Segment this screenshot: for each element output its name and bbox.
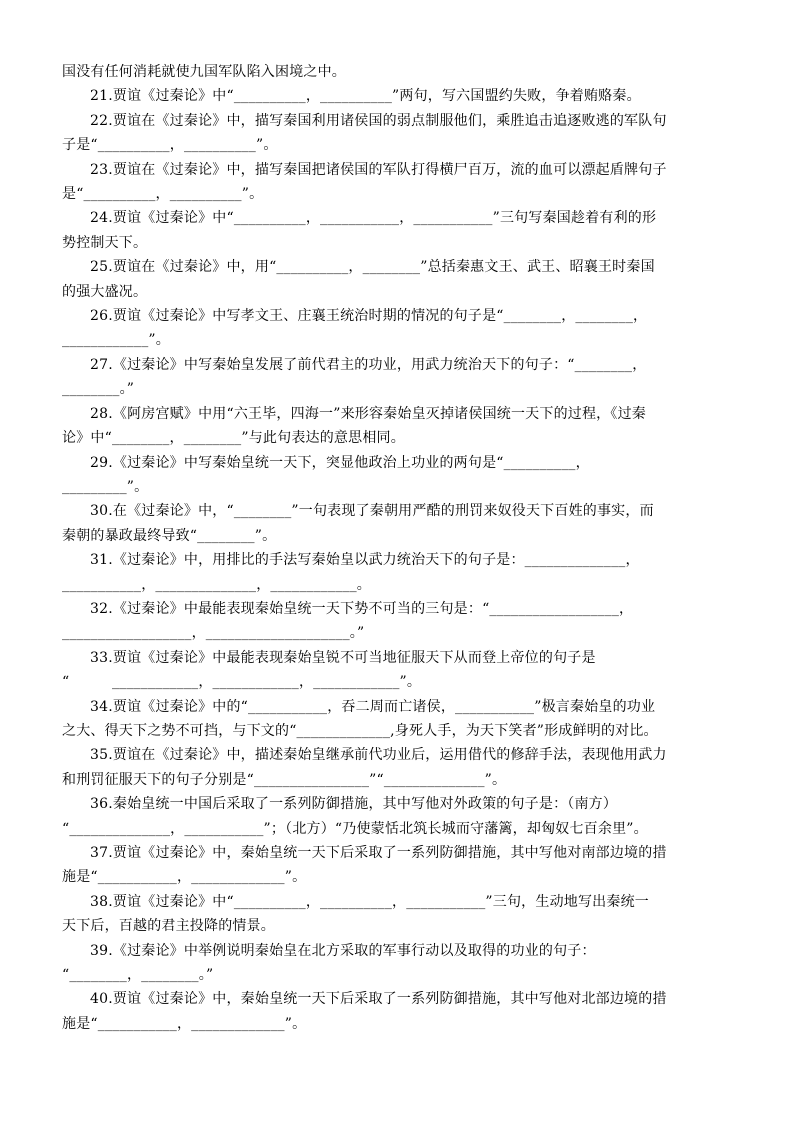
question-text-line: 34.贾谊《过秦论》中的“___________，吞二周而亡诸侯，___________”极言秦始皇的功业 [90,698,656,715]
question-text-line: 37.贾谊《过秦论》中，秦始皇统一天下后采取了一系列防御措施，其中写他对南部边境的措 [90,845,667,861]
question-text-line: 36.秦始皇统一中国后采取了一系列防御措施，其中写他对外政策的句子是：（南方） [90,796,618,813]
continuation-text-line: 之大、得天下之势不可挡，与下文的“_____________,身死人手，为天下笑者”形成鲜明的对比。 [62,722,658,739]
continuation-text-line: ________。” [62,381,135,398]
continuation-text-line: __________________，____________________。” [62,625,365,642]
continuation-text-line: 论》中“________，________”与此句表达的意思相同。 [62,430,405,447]
question-text-line: 21.贾谊《过秦论》中“__________，__________”两句，写六国盟约失败，争着贿赂秦。 [90,88,641,105]
question-text-line: 32.《过秦论》中最能表现秦始皇统一天下势不可当的三句是：“__________________， [90,600,634,617]
question-text-line: 24.贾谊《过秦论》中“__________，___________，___________”三句写秦国趁着有利的形 [90,210,657,227]
continuation-text-line: 天下后，百越的君主投降的情景。 [62,918,275,935]
question-text-line: 38.贾谊《过秦论》中“__________，__________，___________”三句，生动地写出秦统一 [90,893,649,910]
continuation-text-line: ___________，______________，____________。 [62,576,371,593]
question-text-line: 35.贾谊在《过秦论》中，描述秦始皇继承前代功业后，运用借代的修辞手法，表现他用武力 [90,747,667,764]
question-text-line: 25.贾谊在《过秦论》中，用“__________，________”总括秦惠文王、武王、昭襄王时秦国 [90,259,655,276]
continuation-text-line: 国没有任何消耗就使九国军队陷入困境之中。 [62,64,346,80]
question-text-line: 23.贾谊在《过秦论》中，描写秦国把诸侯国的军队打得横尸百万，流的血可以漂起盾牌句子 [90,161,667,178]
continuation-text-line: 子是“__________，__________”。 [62,137,278,154]
continuation-text-line: 和刑罚征服天下的句子分别是“________________”“______________”。 [62,771,507,788]
question-text-line: 33.贾谊《过秦论》中最能表现秦始皇锐不可当地征服天下从而登上帝位的句子是 [90,649,596,666]
question-text-line: 29.《过秦论》中写秦始皇统一天下，突显他政治上功业的两句是“__________， [90,454,590,471]
continuation-text-line: “________，________。” [62,967,214,984]
question-text-line: 28.《阿房宫赋》中用“六王毕，四海一”来形容秦始皇灭掉诸侯国统一天下的过程，《过秦 [90,405,646,422]
continuation-text-line: 的强大盛况。 [62,283,148,300]
question-text-line: 31.《过秦论》中，用排比的手法写秦始皇以武力统治天下的句子是：______________， [90,552,640,569]
question-text-line: 27.《过秦论》中写秦始皇发展了前代君主的功业，用武力统治天下的句子：“________， [90,356,647,373]
question-text-line: 30.在《过秦论》中，“________”一句表现了秦朝用严酷的刑罚来奴役天下百姓的事实，而 [90,503,654,520]
continuation-text-line: 势控制天下。 [62,234,148,251]
continuation-text-line: 是“__________，__________”。 [62,186,264,203]
question-text-line: 39.《过秦论》中举例说明秦始皇在北方采取的军事行动以及取得的功业的句子： [90,942,596,959]
continuation-text-line: 施是“___________，_____________”。 [62,1015,307,1032]
question-text-line: 22.贾谊在《过秦论》中，描写秦国利用诸侯国的弱点制服他们，乘胜追击追逐败逃的军队句 [90,112,667,129]
question-text-line: 26.贾谊《过秦论》中写孝文王、庄襄王统治时期的情况的句子是“________，________， [90,308,648,325]
continuation-text-line: “ ____________，____________，____________”。 [62,674,422,691]
continuation-text-line: ____________”。 [62,332,170,349]
continuation-text-line: 秦朝的暴政最终导致“________”。 [62,527,277,544]
continuation-text-line: “______________，___________”；（北方）“乃使蒙恬北筑长城而守藩篱，却匈奴七百余里”。 [62,820,648,837]
continuation-text-line: 施是“___________，_____________”。 [62,869,307,886]
continuation-text-line: _________”。 [62,478,149,495]
question-text-line: 40.贾谊《过秦论》中，秦始皇统一天下后采取了一系列防御措施，其中写他对北部边境的措 [90,991,667,1008]
